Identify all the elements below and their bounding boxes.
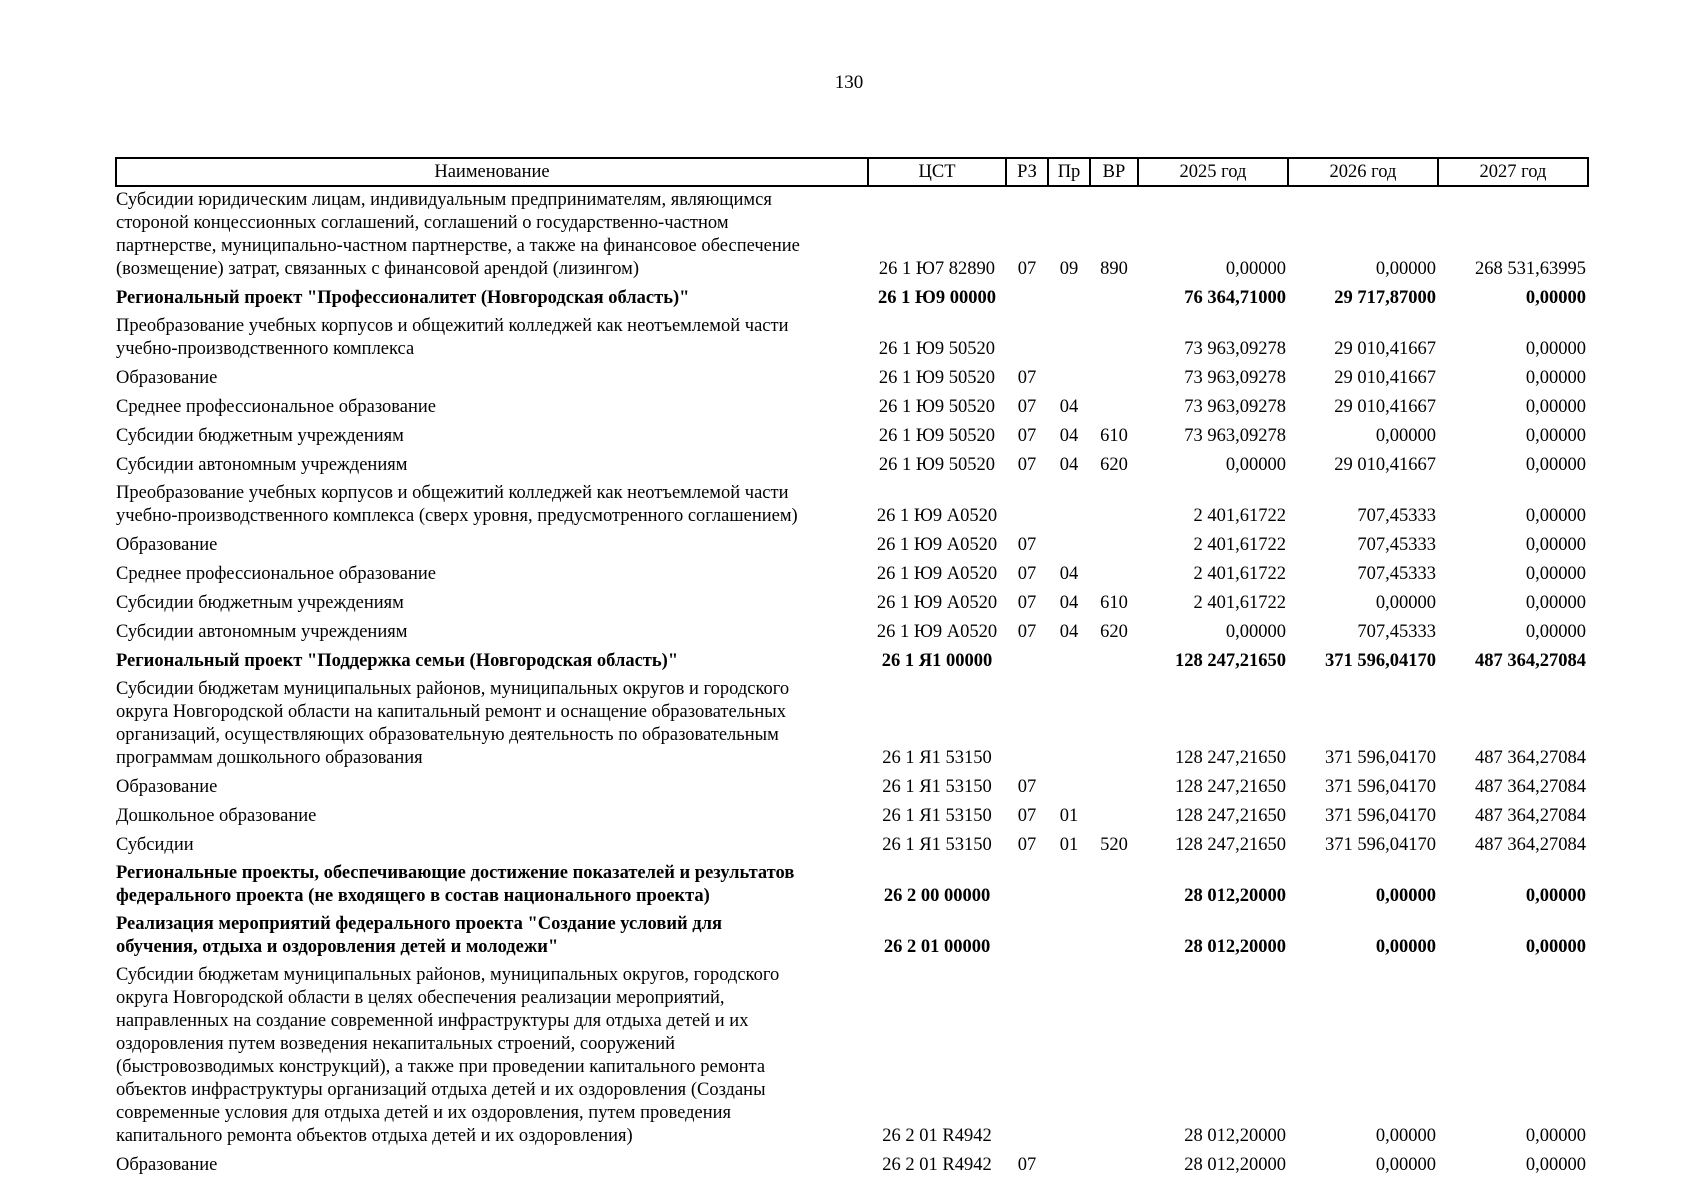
row-rz xyxy=(1006,313,1048,364)
header-2025: 2025 год xyxy=(1138,158,1288,186)
row-rz xyxy=(1006,860,1048,911)
row-rz: 07 xyxy=(1017,777,1037,797)
row-cst: 26 1 Ю9 50520 xyxy=(878,397,996,417)
row-2026: 371 596,04170 xyxy=(1325,748,1436,768)
row-name: Субсидии бюджетам муниципальных районов, муниципальных округов, городского округа Новгородской области в целях обеспечения реализации мероприятий, направленных на создание современной инфраструктуры для отдыха детей и их оздоровления путем возведения некапитальных строений, сооружений (быстровозводимых конструкций), а также при проведении капитального ремонта объектов инфраструктуры организаций отдыха детей и их оздоровления (Созданы современные условия для отдыха детей и их оздоровления, путем проведения капитального ремонта объектов отдыха детей и их оздоровления) xyxy=(116,965,780,1146)
row-name: Образование xyxy=(116,777,218,797)
row-2027: 0,00000 xyxy=(1525,593,1586,613)
row-2026: 29 010,41667 xyxy=(1334,339,1436,359)
row-name: Региональные проекты, обеспечивающие достижение показателей и результатов федерального проекта (не входящего в состав национального проекта) xyxy=(116,863,795,906)
row-2026: 29 717,87000 xyxy=(1334,288,1436,308)
row-rz: 07 xyxy=(1017,1155,1037,1175)
row-pr xyxy=(1048,284,1090,313)
row-2026: 0,00000 xyxy=(1375,1155,1436,1175)
table-row xyxy=(116,647,1588,676)
row-2027: 487 364,27084 xyxy=(1475,835,1586,855)
table-row xyxy=(116,531,1588,560)
row-cst: 26 1 Ю7 82890 xyxy=(878,259,996,279)
row-2027: 0,00000 xyxy=(1525,1155,1586,1175)
row-cst: 26 1 Ю9 А0520 xyxy=(876,622,998,642)
header-cst: ЦСТ xyxy=(868,158,1006,186)
row-cst: 26 1 Я1 53150 xyxy=(882,748,992,768)
row-2027: 0,00000 xyxy=(1525,937,1586,957)
row-2027: 487 364,27084 xyxy=(1475,777,1586,797)
table-row xyxy=(116,364,1588,393)
row-pr: 04 xyxy=(1059,397,1079,417)
row-cst: 26 1 Ю9 00000 xyxy=(878,288,996,308)
row-pr xyxy=(1048,531,1090,560)
row-cst: 26 1 Ю9 А0520 xyxy=(876,506,998,526)
row-2025: 128 247,21650 xyxy=(1175,806,1286,826)
row-2026: 371 596,04170 xyxy=(1325,835,1436,855)
row-name: Среднее профессиональное образование xyxy=(116,564,436,584)
row-2026: 371 596,04170 xyxy=(1325,651,1436,671)
row-2027: 0,00000 xyxy=(1525,506,1586,526)
row-2025: 73 963,09278 xyxy=(1184,426,1286,446)
row-rz: 07 xyxy=(1017,535,1037,555)
row-pr: 01 xyxy=(1059,835,1079,855)
row-2025: 28 012,20000 xyxy=(1184,937,1286,957)
table-row xyxy=(116,831,1588,860)
row-2026: 371 596,04170 xyxy=(1325,806,1436,826)
row-rz: 07 xyxy=(1017,397,1037,417)
row-cst: 26 1 Ю9 50520 xyxy=(878,368,996,388)
table-row xyxy=(116,186,1588,284)
row-2025: 28 012,20000 xyxy=(1184,886,1286,906)
row-2027: 487 364,27084 xyxy=(1475,748,1586,768)
table-row xyxy=(116,802,1588,831)
row-name: Преобразование учебных корпусов и общежитий колледжей как неотъемлемой части учебно-производственного комплекса xyxy=(116,316,789,359)
table-row xyxy=(116,773,1588,802)
row-2027: 0,00000 xyxy=(1525,397,1586,417)
row-2025: 28 012,20000 xyxy=(1184,1155,1286,1175)
row-2027: 0,00000 xyxy=(1525,622,1586,642)
row-2025: 73 963,09278 xyxy=(1184,368,1286,388)
row-vr xyxy=(1090,313,1138,364)
row-vr xyxy=(1090,647,1138,676)
row-2026: 29 010,41667 xyxy=(1334,397,1436,417)
row-name: Преобразование учебных корпусов и общежитий колледжей как неотъемлемой части учебно-производственного комплекса (сверх уровня, предусмотренного соглашением) xyxy=(116,483,798,526)
row-name: Региональный проект "Поддержка семьи (Новгородская область)" xyxy=(116,651,679,671)
row-vr xyxy=(1090,802,1138,831)
table-row xyxy=(116,911,1588,962)
row-2025: 73 963,09278 xyxy=(1184,339,1286,359)
row-vr: 620 xyxy=(1100,455,1128,475)
row-2026: 29 010,41667 xyxy=(1334,368,1436,388)
row-cst: 26 1 Ю9 50520 xyxy=(878,426,996,446)
row-rz: 07 xyxy=(1017,426,1037,446)
row-pr: 04 xyxy=(1059,622,1079,642)
row-2027: 0,00000 xyxy=(1525,564,1586,584)
row-pr: 01 xyxy=(1059,806,1079,826)
table-row xyxy=(116,962,1588,1151)
row-pr xyxy=(1048,962,1090,1151)
row-cst: 26 1 Я1 53150 xyxy=(882,835,992,855)
table-row xyxy=(116,422,1588,451)
row-vr xyxy=(1090,676,1138,773)
page-number: 130 xyxy=(834,72,864,93)
header-vr: ВР xyxy=(1090,158,1138,186)
table-row xyxy=(116,618,1588,647)
table-row xyxy=(116,676,1588,773)
row-2027: 0,00000 xyxy=(1525,288,1586,308)
row-vr xyxy=(1090,560,1138,589)
row-2025: 0,00000 xyxy=(1225,622,1286,642)
row-2027: 268 531,63995 xyxy=(1475,259,1586,279)
row-2025: 128 247,21650 xyxy=(1175,835,1286,855)
row-name: Субсидии бюджетным учреждениям xyxy=(116,426,404,446)
row-name: Субсидии юридическим лицам, индивидуальным предпринимателям, являющимся стороной концессионных соглашений, соглашений о государственно-частном партнерстве, муниципально-частном партнерстве, а также на финансовое обеспечение (возмещение) затрат, связанных с финансовой арендой (лизингом) xyxy=(116,190,800,279)
row-cst: 26 1 Я1 53150 xyxy=(882,806,992,826)
row-rz: 07 xyxy=(1017,622,1037,642)
table-row xyxy=(116,284,1588,313)
row-2025: 73 963,09278 xyxy=(1184,397,1286,417)
row-2026: 0,00000 xyxy=(1375,937,1436,957)
row-vr: 610 xyxy=(1100,593,1128,613)
row-cst: 26 2 00 00000 xyxy=(883,886,991,906)
row-vr xyxy=(1090,531,1138,560)
header-2027: 2027 год xyxy=(1438,158,1588,186)
row-name: Субсидии бюджетам муниципальных районов, муниципальных округов и городского округа Новгородской области на капитальный ремонт и оснащение образовательных организаций, осуществляющих образовательную деятельность по образовательным программам дошкольного образования xyxy=(116,679,790,768)
table-row xyxy=(116,589,1588,618)
row-2027: 0,00000 xyxy=(1525,886,1586,906)
row-cst: 26 1 Ю9 А0520 xyxy=(876,593,998,613)
row-pr xyxy=(1048,647,1090,676)
row-name: Среднее профессиональное образование xyxy=(116,397,436,417)
row-cst: 26 2 01 R4942 xyxy=(882,1126,992,1146)
row-2026: 0,00000 xyxy=(1375,593,1436,613)
row-pr: 04 xyxy=(1059,426,1079,446)
row-rz xyxy=(1006,911,1048,962)
table-row xyxy=(116,313,1588,364)
header-name: Наименование xyxy=(116,158,868,186)
row-2027: 0,00000 xyxy=(1525,455,1586,475)
row-2026: 707,45333 xyxy=(1357,622,1436,642)
row-cst: 26 1 Ю9 50520 xyxy=(878,455,996,475)
row-name: Региональный проект "Профессионалитет (Новгородская область)" xyxy=(116,288,690,308)
row-name: Субсидии бюджетным учреждениям xyxy=(116,593,404,613)
row-2025: 2 401,61722 xyxy=(1193,564,1286,584)
row-2027: 0,00000 xyxy=(1525,1126,1586,1146)
header-2026: 2026 год xyxy=(1288,158,1438,186)
row-2025: 2 401,61722 xyxy=(1193,535,1286,555)
row-pr: 04 xyxy=(1059,564,1079,584)
row-2027: 0,00000 xyxy=(1525,368,1586,388)
row-2026: 0,00000 xyxy=(1375,426,1436,446)
row-pr xyxy=(1048,313,1090,364)
row-cst: 26 1 Ю9 А0520 xyxy=(876,564,998,584)
row-name: Образование xyxy=(116,368,218,388)
row-rz: 07 xyxy=(1017,564,1037,584)
row-name: Субсидии автономным учреждениям xyxy=(116,622,408,642)
row-pr xyxy=(1048,860,1090,911)
header-rz: РЗ xyxy=(1006,158,1048,186)
row-2025: 2 401,61722 xyxy=(1193,506,1286,526)
row-2027: 0,00000 xyxy=(1525,426,1586,446)
row-2026: 707,45333 xyxy=(1357,535,1436,555)
row-vr xyxy=(1090,911,1138,962)
row-pr xyxy=(1048,773,1090,802)
row-2026: 0,00000 xyxy=(1375,259,1436,279)
row-vr: 890 xyxy=(1100,259,1128,279)
row-name: Субсидии автономным учреждениям xyxy=(116,455,408,475)
row-2025: 0,00000 xyxy=(1225,455,1286,475)
row-rz xyxy=(1006,676,1048,773)
row-rz xyxy=(1006,962,1048,1151)
row-vr xyxy=(1090,480,1138,531)
row-2026: 371 596,04170 xyxy=(1325,777,1436,797)
row-2026: 707,45333 xyxy=(1357,564,1436,584)
row-2027: 0,00000 xyxy=(1525,339,1586,359)
row-vr xyxy=(1090,773,1138,802)
row-pr xyxy=(1048,480,1090,531)
row-vr xyxy=(1090,1151,1138,1180)
row-rz xyxy=(1006,647,1048,676)
table-row xyxy=(116,480,1588,531)
table-row xyxy=(116,860,1588,911)
row-name: Субсидии xyxy=(116,835,194,855)
row-name: Образование xyxy=(116,1155,218,1175)
row-2026: 29 010,41667 xyxy=(1334,455,1436,475)
row-rz xyxy=(1006,284,1048,313)
header-pr: Пр xyxy=(1048,158,1090,186)
row-2027: 487 364,27084 xyxy=(1475,651,1586,671)
row-cst: 26 1 Ю9 А0520 xyxy=(876,535,998,555)
row-rz: 07 xyxy=(1017,455,1037,475)
row-2025: 128 247,21650 xyxy=(1175,651,1286,671)
row-vr: 520 xyxy=(1100,835,1128,855)
row-pr xyxy=(1048,911,1090,962)
row-2026: 707,45333 xyxy=(1357,506,1436,526)
row-rz: 07 xyxy=(1017,835,1037,855)
row-rz xyxy=(1006,480,1048,531)
row-rz: 07 xyxy=(1017,806,1037,826)
row-vr: 610 xyxy=(1100,426,1128,446)
row-vr xyxy=(1090,284,1138,313)
row-2027: 0,00000 xyxy=(1525,535,1586,555)
row-pr: 04 xyxy=(1059,593,1079,613)
row-2026: 0,00000 xyxy=(1375,1126,1436,1146)
row-vr xyxy=(1090,962,1138,1151)
row-cst: 26 1 Ю9 50520 xyxy=(878,339,996,359)
row-rz: 07 xyxy=(1017,259,1037,279)
row-2025: 0,00000 xyxy=(1225,259,1286,279)
row-pr: 09 xyxy=(1059,259,1079,279)
row-name: Реализация мероприятий федерального проекта "Создание условий для обучения, отдыха и оздоровления детей и молодежи" xyxy=(116,914,723,957)
row-vr xyxy=(1090,393,1138,422)
row-cst: 26 2 01 R4942 xyxy=(882,1155,992,1175)
table-row xyxy=(116,451,1588,480)
row-pr xyxy=(1048,364,1090,393)
row-cst: 26 1 Я1 53150 xyxy=(882,777,992,797)
row-pr: 04 xyxy=(1059,455,1079,475)
row-vr xyxy=(1090,364,1138,393)
row-2026: 0,00000 xyxy=(1375,886,1436,906)
table-header-row xyxy=(116,158,1588,186)
row-2025: 76 364,71000 xyxy=(1184,288,1286,308)
row-name: Дошкольное образование xyxy=(116,806,317,826)
row-pr xyxy=(1048,1151,1090,1180)
row-2025: 2 401,61722 xyxy=(1193,593,1286,613)
row-name: Образование xyxy=(116,535,218,555)
table-row xyxy=(116,393,1588,422)
row-2025: 28 012,20000 xyxy=(1184,1126,1286,1146)
table-row xyxy=(116,560,1588,589)
row-2025: 128 247,21650 xyxy=(1175,748,1286,768)
row-rz: 07 xyxy=(1017,593,1037,613)
budget-table xyxy=(115,157,1589,1180)
row-cst: 26 2 01 00000 xyxy=(883,937,991,957)
row-pr xyxy=(1048,676,1090,773)
row-cst: 26 1 Я1 00000 xyxy=(881,651,993,671)
table-row xyxy=(116,1151,1588,1180)
row-2027: 487 364,27084 xyxy=(1475,806,1586,826)
row-rz: 07 xyxy=(1017,368,1037,388)
row-vr xyxy=(1090,860,1138,911)
row-vr: 620 xyxy=(1100,622,1128,642)
row-2025: 128 247,21650 xyxy=(1175,777,1286,797)
